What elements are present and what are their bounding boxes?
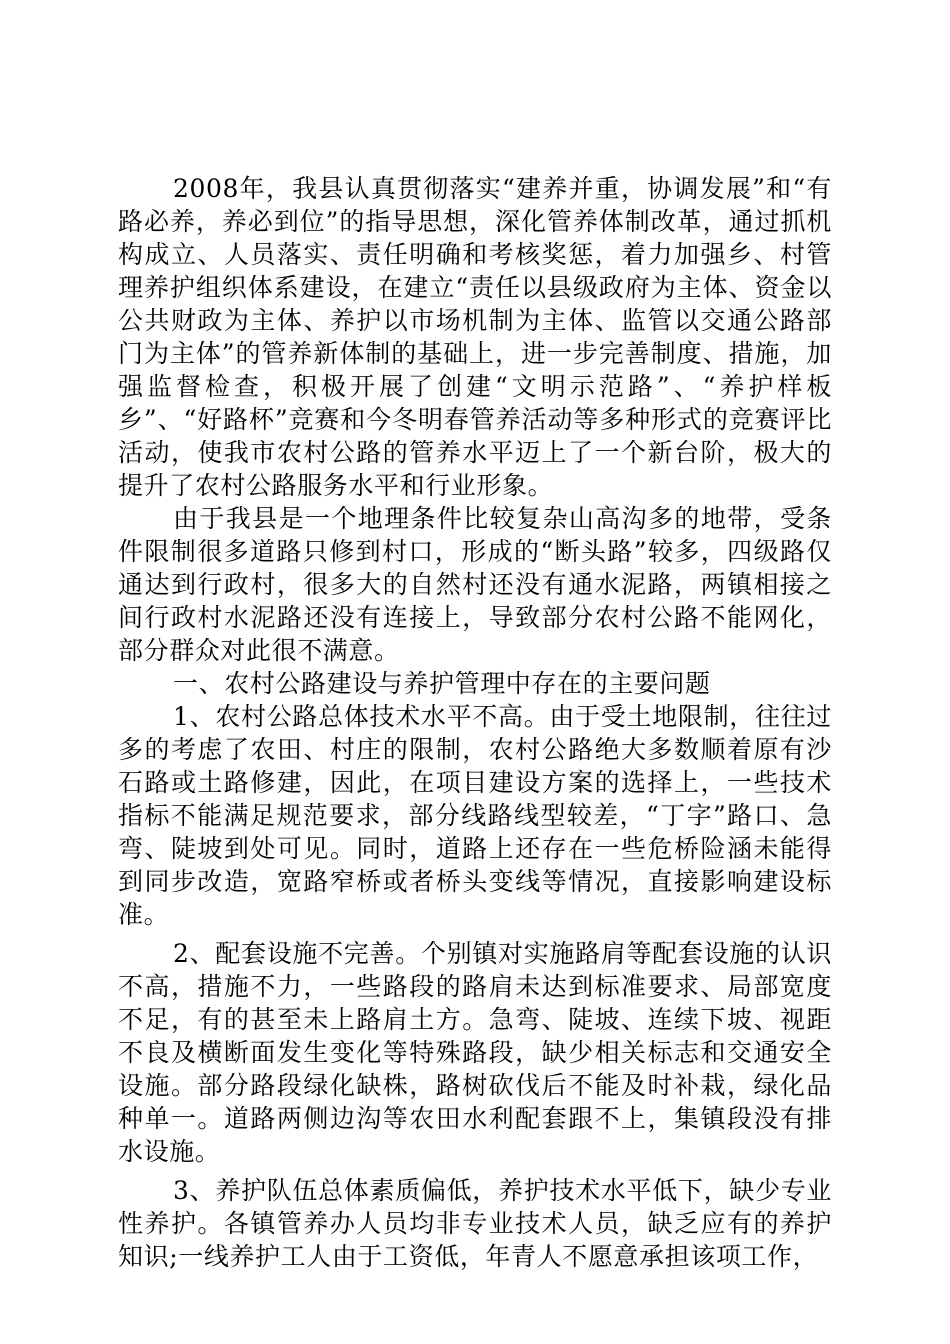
issue-paragraph-2: 2、配套设施不完善。个别镇对实施路肩等配套设施的认识不高，措施不力，一些路段的路肩未达到标准要求、局部宽度不足，有的甚至未上路肩土方。急弯、陡坡、连续下坡、视距不良及横断面发生变化等特殊路段，缺少相关标志和交通安全设施。部分路段绿化缺株，路树砍伐后不能及时补栽，绿化品种单一。道路两侧边沟等农田水利配套跟不上，集镇段没有排水设施。: [118, 939, 832, 1166]
intro-paragraph-1: 2008年，我县认真贯彻落实“建养并重，协调发展”和“有路必养，养必到位”的指导思想，深化管养体制改革，通过抓机构成立、人员落实、责任明确和考核奖惩，着力加强乡、村管理养护组织体系建设，在建立“责任以县级政府为主体、资金以公共财政为主体、养护以市场机制为主体、监管以交通公路部门为主体”的管养新体制的基础上，进一步完善制度、措施，加强监督检查，积极开展了创建“文明示范路”、“养护样板乡”、“好路杯”竞赛和今冬明春管养活动等多种形式的竞赛评比活动，使我市农村公路的管养水平迈上了一个新台阶，极大的提升了农村公路服务水平和行业形象。: [118, 174, 832, 500]
issue-paragraph-3: 3、养护队伍总体素质偏低，养护技术水平低下，缺少专业性养护。各镇管养办人员均非专业技术人员，缺乏应有的养护知识;一线养护工人由于工资低，年青人不愿意承担该项工作，: [118, 1176, 832, 1271]
intro-paragraph-2: 由于我县是一个地理条件比较复杂山高沟多的地带，受条件限制很多道路只修到村口，形成的“断头路”较多，四级路仅通达到行政村，很多大的自然村还没有通水泥路，两镇相接之间行政村水泥路还没有连接上，导致部分农村公路不能网化，部分群众对此很不满意。: [118, 504, 832, 665]
section-heading: 一、农村公路建设与养护管理中存在的主要问题: [173, 669, 711, 698]
document-body: [118, 172, 832, 1273]
issue-paragraph-1: 1、农村公路总体技术水平不高。由于受土地限制，往往过多的考虑了农田、村庄的限制，农村公路绝大多数顺着原有沙石路或土路修建，因此，在项目建设方案的选择上，一些技术指标不能满足规范要求，部分线路线型较差，“丁字”路口、急弯、陡坡到处可见。同时，道路上还存在一些危桥险涵未能得到同步改造，宽路窄桥或者桥头变线等情况，直接影响建设标准。: [118, 702, 832, 929]
